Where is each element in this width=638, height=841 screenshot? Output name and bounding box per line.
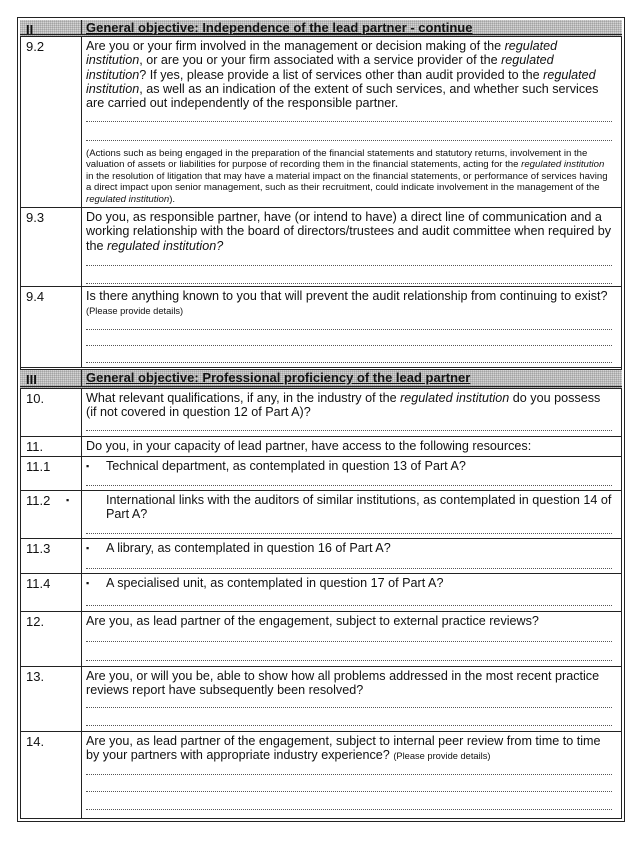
section-title: General objective: Professional proficiency of the lead partner bbox=[86, 370, 471, 385]
question-number: 13. bbox=[20, 667, 82, 731]
question-text: Do you, in your capacity of lead partner, have access to the following resources: bbox=[86, 439, 532, 453]
question-row-11 bbox=[20, 437, 622, 457]
question-number: 11.1 bbox=[20, 457, 82, 490]
answer-line[interactable] bbox=[86, 774, 612, 775]
answer-line[interactable] bbox=[86, 568, 612, 569]
question-number: 10. bbox=[20, 389, 82, 436]
question-row-9-3 bbox=[20, 208, 622, 287]
answer-line[interactable] bbox=[86, 430, 612, 431]
answer-line[interactable] bbox=[86, 265, 612, 266]
question-number: 11. bbox=[20, 437, 82, 456]
section-header-iii bbox=[20, 370, 622, 389]
question-row-13 bbox=[20, 667, 622, 732]
explanatory-note: (Actions such as being engaged in the preparation of the financial statements and statutory returns, involvement in the valuation of assets or liabilities for purpose of recording them in the financial statements, acting for the regulated institution in the resolution of litigation that may have a material impact on the financial statements, or performance of services having a direct impact upon senior management, such as their recruitment, could indicate involvement in the management of the regulated institution). bbox=[86, 148, 608, 205]
question-row-14 bbox=[20, 732, 622, 819]
answer-line[interactable] bbox=[86, 362, 612, 363]
answer-line[interactable] bbox=[86, 725, 612, 726]
answer-line[interactable] bbox=[86, 707, 612, 708]
section-title: General objective: Independence of the lead partner - continue bbox=[86, 20, 473, 35]
bullet-icon: ▪ bbox=[86, 461, 90, 471]
answer-line[interactable] bbox=[86, 140, 612, 141]
answer-line[interactable] bbox=[86, 533, 612, 534]
answer-line[interactable] bbox=[86, 329, 612, 330]
answer-line[interactable] bbox=[86, 121, 612, 122]
question-number: 11.4 bbox=[20, 574, 82, 611]
question-text: ▪ A library, as contemplated in question 16 of Part A? bbox=[86, 541, 391, 555]
question-number: 11.3 bbox=[20, 539, 82, 573]
answer-line[interactable] bbox=[86, 809, 612, 810]
question-row-11-1 bbox=[20, 457, 622, 491]
bullet-icon: ▪ bbox=[86, 543, 90, 553]
question-row-12 bbox=[20, 612, 622, 667]
question-text: Is there anything known to you that will prevent the audit relationship from continuing to exist? (Please provide details) bbox=[86, 289, 608, 317]
section-number: II bbox=[20, 20, 82, 34]
question-text: Are you, as lead partner of the engagement, subject to external practice reviews? bbox=[86, 614, 539, 628]
answer-line[interactable] bbox=[86, 345, 612, 346]
section-number: III bbox=[20, 370, 82, 386]
section-header-ii bbox=[20, 20, 622, 37]
question-number: 12. bbox=[20, 612, 82, 666]
answer-line[interactable] bbox=[86, 605, 612, 606]
question-text: ▪ International links with the auditors of similar institutions, as contemplated in question 14 of Part A? bbox=[66, 493, 612, 522]
answer-line[interactable] bbox=[86, 485, 612, 486]
question-number: 11.2 bbox=[20, 491, 82, 538]
question-row-11-4 bbox=[20, 574, 622, 612]
question-number: 9.3 bbox=[20, 208, 82, 286]
question-number: 14. bbox=[20, 732, 82, 819]
question-row-9-2 bbox=[20, 37, 622, 208]
bullet-icon: ▪ bbox=[66, 495, 70, 505]
question-text: Are you, or will you be, able to show how all problems addressed in the most recent practice reviews report have subsequently been resolved? bbox=[86, 669, 600, 698]
question-row-11-3 bbox=[20, 539, 622, 574]
question-text: Do you, as responsible partner, have (or intend to have) a direct line of communication and a working relationship with the board of directors/trustees and audit committee when required by the regulated institution? bbox=[86, 210, 612, 253]
question-text: Are you, as lead partner of the engagement, subject to internal peer review from time to time by your partners with appropriate industry experience? (Please provide details) bbox=[86, 734, 601, 763]
question-text: What relevant qualifications, if any, in the industry of the regulated institution do you possess (if not covered in question 12 of Part A)? bbox=[86, 391, 601, 420]
answer-line[interactable] bbox=[86, 791, 612, 792]
question-number: 9.2 bbox=[20, 37, 82, 207]
question-row-9-4 bbox=[20, 287, 622, 370]
answer-line[interactable] bbox=[86, 641, 612, 642]
question-row-11-2 bbox=[20, 491, 622, 539]
question-row-10 bbox=[20, 389, 622, 437]
question-text: Are you or your firm involved in the management or decision making of the regulated institution, or are you or your firm associated with a service provider of the regulated institution? If yes, please provide a list of services other than audit provided to the regulated institution, as well as an indication of the extent of such services, and whether such services are carried out independently of the responsible partner. bbox=[86, 39, 599, 111]
bullet-icon: ▪ bbox=[86, 578, 90, 588]
answer-line[interactable] bbox=[86, 283, 612, 284]
answer-line[interactable] bbox=[86, 660, 612, 661]
question-text: ▪ A specialised unit, as contemplated in question 17 of Part A? bbox=[86, 576, 444, 590]
question-text: ▪ Technical department, as contemplated in question 13 of Part A? bbox=[86, 459, 466, 473]
question-number: 9.4 bbox=[20, 287, 82, 367]
